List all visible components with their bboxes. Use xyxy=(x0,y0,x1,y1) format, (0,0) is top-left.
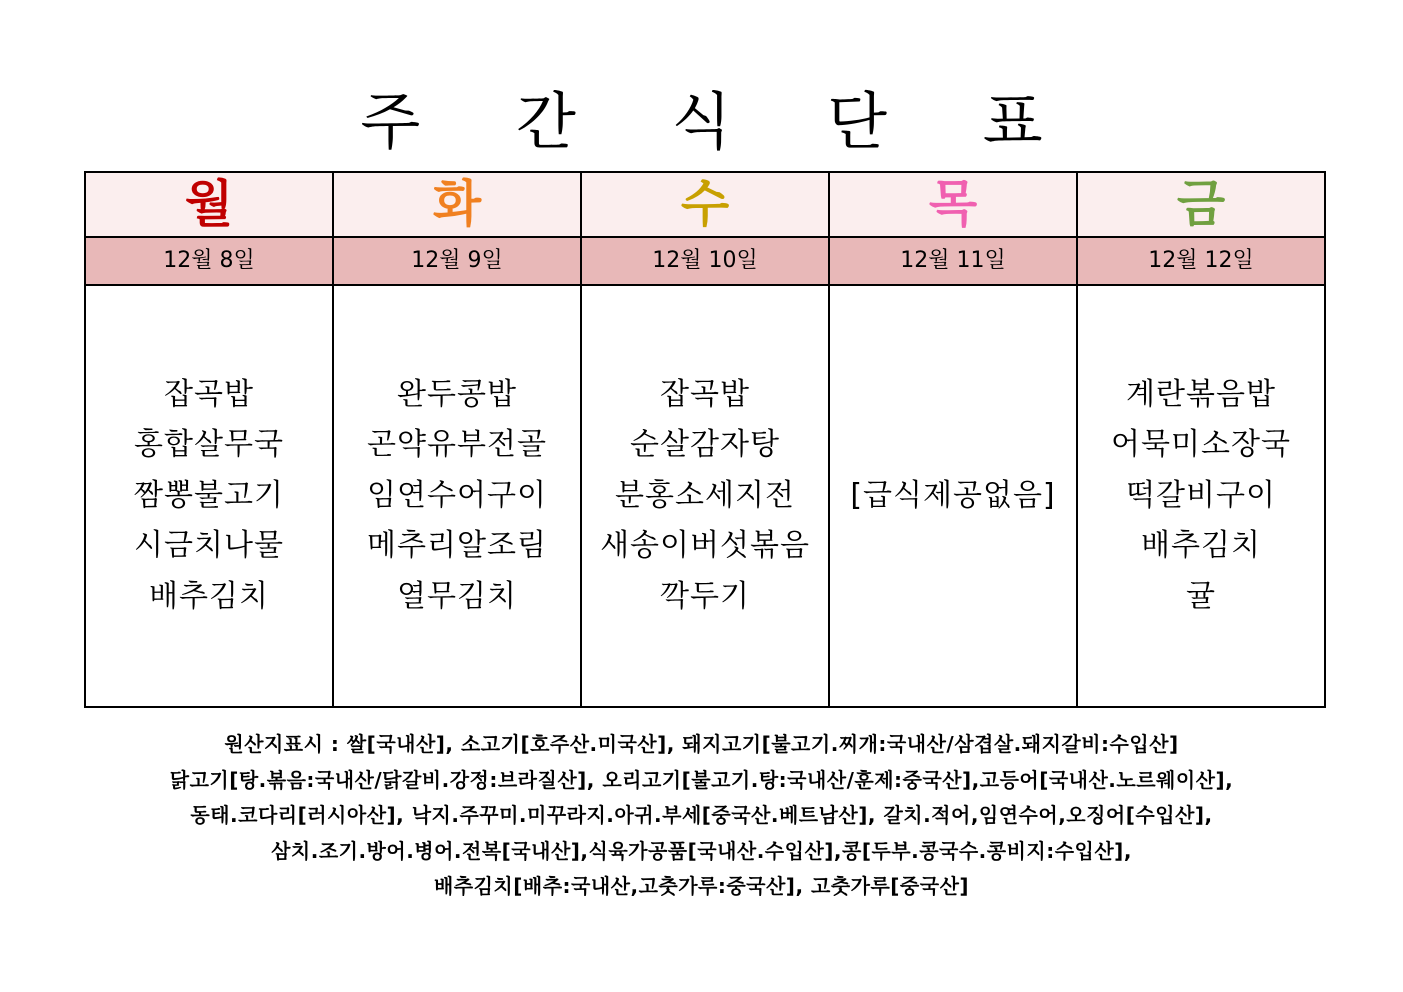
menu-item: 열무김치 xyxy=(397,578,517,614)
menu-item: 잡곡밥 xyxy=(660,376,750,412)
menu-item: 배추김치 xyxy=(149,578,269,614)
origin-note-line: 닭고기[탕.볶음:국내산/닭갈비.강정:브라질산], 오리고기[불고기.탕:국내산/훈제:중국산],고등어[국내산.노르웨이산], xyxy=(169,767,1234,792)
page-title: 주 간 식 단 표 xyxy=(360,85,1081,158)
menu-thursday xyxy=(829,285,1077,707)
origin-notes xyxy=(0,727,1403,905)
weekday-monday: 월 xyxy=(85,172,333,237)
menu-item: 분홍소세지전 xyxy=(615,477,795,513)
menu-item: 곤약유부전골 xyxy=(367,427,547,463)
menu-monday xyxy=(85,285,333,707)
date-wednesday: 12월 10일 xyxy=(581,237,829,285)
menu-item: 계란볶음밥 xyxy=(1126,376,1276,412)
menu-item: 귤 xyxy=(1186,578,1216,614)
weekday-header-row xyxy=(85,172,1325,237)
menu-items-row xyxy=(85,285,1325,707)
menu-friday xyxy=(1077,285,1325,707)
menu-item: 완두콩밥 xyxy=(397,376,517,412)
weekday-tuesday: 화 xyxy=(333,172,581,237)
origin-note-line: 원산지표시 : 쌀[국내산], 소고기[호주산.미국산], 돼지고기[불고기.찌개:국내산/삼겹살.돼지갈비:수입산] xyxy=(224,732,1179,756)
menu-item: 짬뽕불고기 xyxy=(134,477,284,513)
weekday-friday: 금 xyxy=(1077,172,1325,237)
weekly-menu-table xyxy=(84,171,1326,708)
menu-tuesday xyxy=(333,285,581,707)
origin-note-line: 배추김치[배추:국내산,고춧가루:중국산], 고춧가루[중국산] xyxy=(433,874,970,898)
no-meal-notice: [급식제공없음] xyxy=(850,477,1056,513)
weekday-wednesday: 수 xyxy=(581,172,829,237)
menu-item: 어묵미소장국 xyxy=(1111,427,1291,463)
menu-item: 떡갈비구이 xyxy=(1126,477,1276,513)
menu-item: 배추김치 xyxy=(1141,528,1261,564)
menu-item: 깍두기 xyxy=(660,578,750,614)
menu-item: 시금치나물 xyxy=(134,528,284,564)
date-row xyxy=(85,237,1325,285)
date-friday: 12월 12일 xyxy=(1077,237,1325,285)
date-thursday: 12월 11일 xyxy=(829,237,1077,285)
menu-wednesday xyxy=(581,285,829,707)
menu-item: 메추리알조림 xyxy=(367,528,547,564)
menu-item: 임연수어구이 xyxy=(367,477,547,513)
date-monday: 12월 8일 xyxy=(85,237,333,285)
date-tuesday: 12월 9일 xyxy=(333,237,581,285)
menu-item: 잡곡밥 xyxy=(164,376,254,412)
menu-item: 순살감자탕 xyxy=(630,427,780,463)
origin-note-line: 삼치.조기.방어.병어.전복[국내산],식육가공품[국내산.수입산],콩[두부.콩국수.콩비지:수입산], xyxy=(271,838,1132,863)
menu-item: 새송이버섯볶음 xyxy=(600,528,810,564)
weekday-thursday: 목 xyxy=(829,172,1077,237)
origin-note-line: 동태.코다리[러시아산], 낙지.주꾸미.미꾸라지.아귀.부세[중국산.베트남산], 갈치.적어,임연수어,오징어[수입산], xyxy=(190,803,1213,827)
menu-item: 홍합살무국 xyxy=(134,427,284,463)
